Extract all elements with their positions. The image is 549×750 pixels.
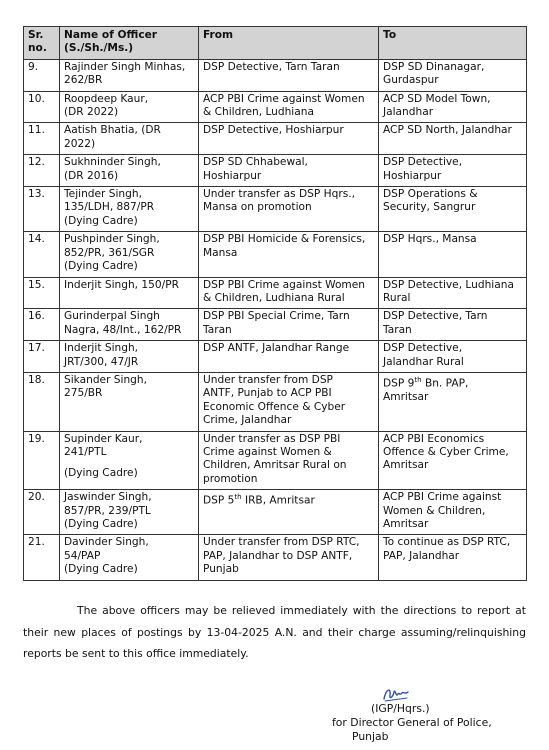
officer-name-cell: Jaswinder Singh, 857/PR, 239/PTL (Dying Cadre): [60, 490, 199, 535]
from-posting-cell: DSP PBI Homicide & Forensics, Mansa: [199, 232, 379, 277]
table-row: [24, 123, 527, 155]
officer-name-cell: Supinder Kaur, 241/PTL (Dying Cadre): [60, 431, 199, 490]
officer-name-cell: Inderjit Singh, 150/PR: [60, 277, 199, 309]
from-posting-cell: Under transfer as DSP PBI Crime against Women & Children, Amritsar Rural on promotion: [199, 431, 379, 490]
officer-name-cell: Inderjit Singh, JRT/300, 47/JR: [60, 341, 199, 373]
to-posting-cell: ACP PBI Economics Offence & Cyber Crime, Amritsar: [379, 431, 527, 490]
officer-name-cell: Sukhninder Singh, (DR 2016): [60, 155, 199, 187]
signature-block: [0, 682, 549, 750]
to-posting-cell: ACP SD North, Jalandhar: [379, 123, 527, 155]
table-row: [24, 372, 527, 431]
to-posting-cell: DSP Detective, Ludhiana Rural: [379, 277, 527, 309]
sr-no-cell: 14.: [24, 232, 60, 277]
to-posting-cell: DSP Hqrs., Mansa: [379, 232, 527, 277]
instruction-paragraph: [23, 600, 526, 665]
from-posting-cell: Under transfer from DSP ANTF, Punjab to ACP PBI Economic Offence & Cyber Crime, Jalandhar: [199, 372, 379, 431]
officer-name-cell: Gurinderpal Singh Nagra, 48/Int., 162/PR: [60, 309, 199, 341]
to-posting-cell: ACP PBI Crime against Women & Children, Amritsar: [379, 490, 527, 535]
from-posting-cell: DSP ANTF, Jalandhar Range: [199, 341, 379, 373]
sr-no-cell: 19.: [24, 431, 60, 490]
from-posting-cell: DSP 5th IRB, Amritsar: [199, 490, 379, 535]
from-posting-cell: ACP PBI Crime against Women & Children, Ludhiana: [199, 91, 379, 123]
table-row: [24, 431, 527, 490]
signatory-designation: (IGP/Hqrs.): [371, 702, 430, 715]
table-body: [24, 59, 527, 580]
officer-name-cell: Rajinder Singh Minhas, 262/BR: [60, 59, 199, 91]
to-posting-cell: DSP Operations & Security, Sangrur: [379, 187, 527, 232]
sr-no-cell: 20.: [24, 490, 60, 535]
header-sr-no: Sr. no.: [24, 27, 60, 60]
table-row: [24, 341, 527, 373]
table-header-row: [24, 27, 527, 60]
to-posting-cell: DSP Detective, Jalandhar Rural: [379, 341, 527, 373]
from-posting-cell: Under transfer from DSP RTC, PAP, Jalandhar to DSP ANTF, Punjab: [199, 535, 379, 580]
officer-name-cell: Davinder Singh, 54/PAP (Dying Cadre): [60, 535, 199, 580]
officer-name-cell: Pushpinder Singh, 852/PR, 361/SGR (Dying Cadre): [60, 232, 199, 277]
from-posting-cell: DSP PBI Crime against Women & Children, Ludhiana Rural: [199, 277, 379, 309]
instruction-text: The above officers may be relieved immediately with the directions to report at their new places of postings by 13-04-2025 A.N. and their charge assuming/relinquishing reports be sent to this office immediately.: [23, 604, 526, 660]
transfer-table: [23, 26, 527, 581]
table-row: [24, 59, 527, 91]
table-row: [24, 155, 527, 187]
table-row: [24, 187, 527, 232]
table-row: [24, 91, 527, 123]
sr-no-cell: 18.: [24, 372, 60, 431]
sr-no-cell: 10.: [24, 91, 60, 123]
table-row: [24, 535, 527, 580]
to-posting-cell: DSP SD Dinanagar, Gurdaspur: [379, 59, 527, 91]
sr-no-cell: 12.: [24, 155, 60, 187]
officer-name-cell: Tejinder Singh, 135/LDH, 887/PR (Dying Cadre): [60, 187, 199, 232]
from-posting-cell: DSP Detective, Hoshiarpur: [199, 123, 379, 155]
from-posting-cell: DSP SD Chhabewal, Hoshiarpur: [199, 155, 379, 187]
officer-name-cell: Roopdeep Kaur, (DR 2022): [60, 91, 199, 123]
from-posting-cell: Under transfer as DSP Hqrs., Mansa on promotion: [199, 187, 379, 232]
table-row: [24, 277, 527, 309]
signature-scribble: [381, 685, 411, 703]
signatory-state: Punjab: [352, 730, 389, 743]
header-to: To: [379, 27, 527, 60]
table-row: [24, 309, 527, 341]
officer-name-cell: Sikander Singh, 275/BR: [60, 372, 199, 431]
to-posting-cell: ACP SD Model Town, Jalandhar: [379, 91, 527, 123]
sr-no-cell: 15.: [24, 277, 60, 309]
from-posting-cell: DSP PBI Special Crime, Tarn Taran: [199, 309, 379, 341]
header-from: From: [199, 27, 379, 60]
sr-no-cell: 17.: [24, 341, 60, 373]
signatory-on-behalf: for Director General of Police,: [332, 716, 492, 729]
sr-no-cell: 21.: [24, 535, 60, 580]
to-posting-cell: To continue as DSP RTC, PAP, Jalandhar: [379, 535, 527, 580]
officer-name-cell: Aatish Bhatia, (DR 2022): [60, 123, 199, 155]
to-posting-cell: DSP Detective, Tarn Taran: [379, 309, 527, 341]
sr-no-cell: 9.: [24, 59, 60, 91]
header-officer-name: Name of Officer (S./Sh./Ms.): [60, 27, 199, 60]
to-posting-cell: DSP Detective, Hoshiarpur: [379, 155, 527, 187]
to-posting-cell: DSP 9th Bn. PAP, Amritsar: [379, 372, 527, 431]
sr-no-cell: 11.: [24, 123, 60, 155]
sr-no-cell: 13.: [24, 187, 60, 232]
from-posting-cell: DSP Detective, Tarn Taran: [199, 59, 379, 91]
sr-no-cell: 16.: [24, 309, 60, 341]
table-row: [24, 232, 527, 277]
table-row: [24, 490, 527, 535]
